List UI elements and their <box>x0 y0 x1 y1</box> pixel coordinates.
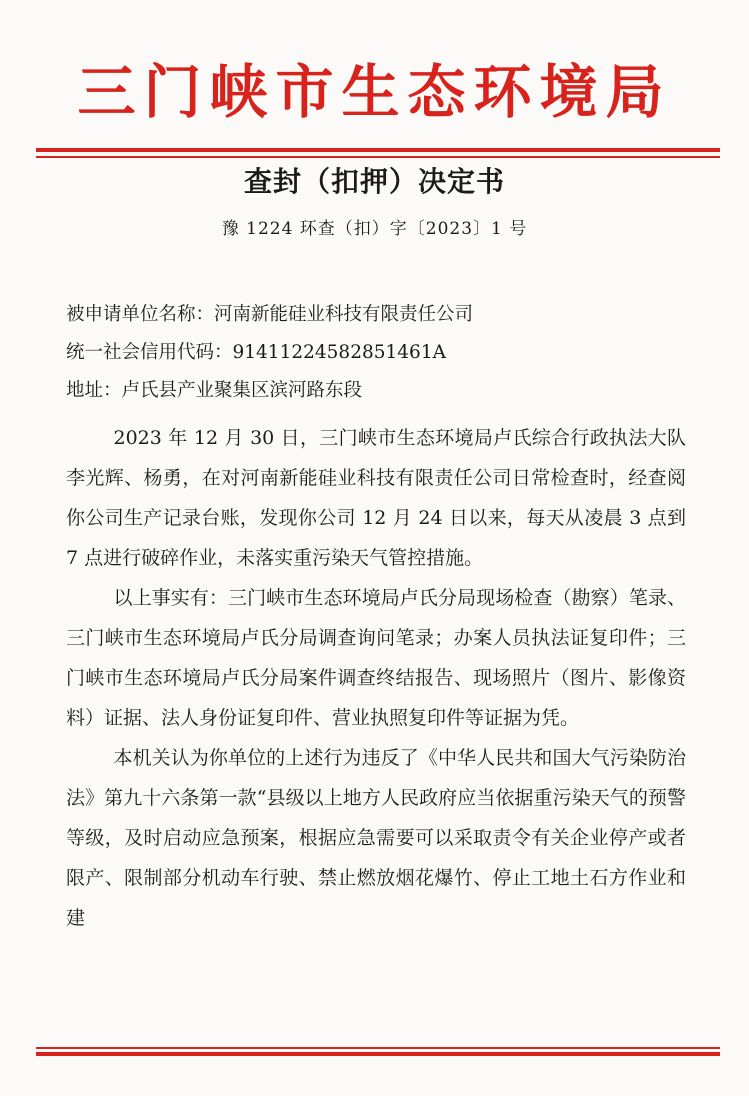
footer-rule-thick <box>36 1052 720 1056</box>
header-rule-thick <box>36 148 720 152</box>
agency-name: 三门峡市生态环境局 <box>77 58 672 126</box>
paragraph-legal-basis: 本机关认为你单位的上述行为违反了《中华人民共和国大气污染防治法》第九十六条第一款“县级以上地方人民政府应当依据重污染天气的预警等级，及时启动应急预案，根据应急需要可以采取责令有关企业停产或者限产、限制部分机动车行驶、禁止燃放烟花爆竹、停止工地土石方作业和建 <box>66 747 686 929</box>
address-line: 地址：卢氏县产业聚集区滨河路东段 <box>66 380 363 401</box>
footer-rule-thin <box>36 1047 720 1049</box>
document-title: 查封（扣押）决定书 <box>243 165 505 198</box>
party-info <box>66 296 686 410</box>
paragraph-evidence: 以上事实有：三门峡市生态环境局卢氏分局现场检查（勘察）笔录、三门峡市生态环境局卢氏分局调查询问笔录；办案人员执法证复印件；三门峡市生态环境局卢氏分局案件调查终结报告、现场照片（图片、影像资料）证据、法人身份证复印件、营业执照复印件等证据为凭。 <box>66 587 686 729</box>
paragraph-facts: 2023 年 12 月 30 日，三门峡市生态环境局卢氏综合行政执法大队李光辉、杨勇，在对河南新能硅业科技有限责任公司日常检查时，经查阅你公司生产记录台账，发现你公司 12 月 24 日以来，每天从凌晨 3 点到 7 点进行破碎作业，未落实重污染天气管控措施。 <box>66 427 686 569</box>
document-number: 豫 1224 环查（扣）字〔2023〕1 号 <box>221 219 528 239</box>
credit-code-line: 统一社会信用代码：91411224582851461A <box>66 342 446 363</box>
body-text <box>66 418 686 938</box>
header-rule-thin <box>36 156 720 158</box>
company-name-line: 被申请单位名称：河南新能硅业科技有限责任公司 <box>66 304 474 325</box>
